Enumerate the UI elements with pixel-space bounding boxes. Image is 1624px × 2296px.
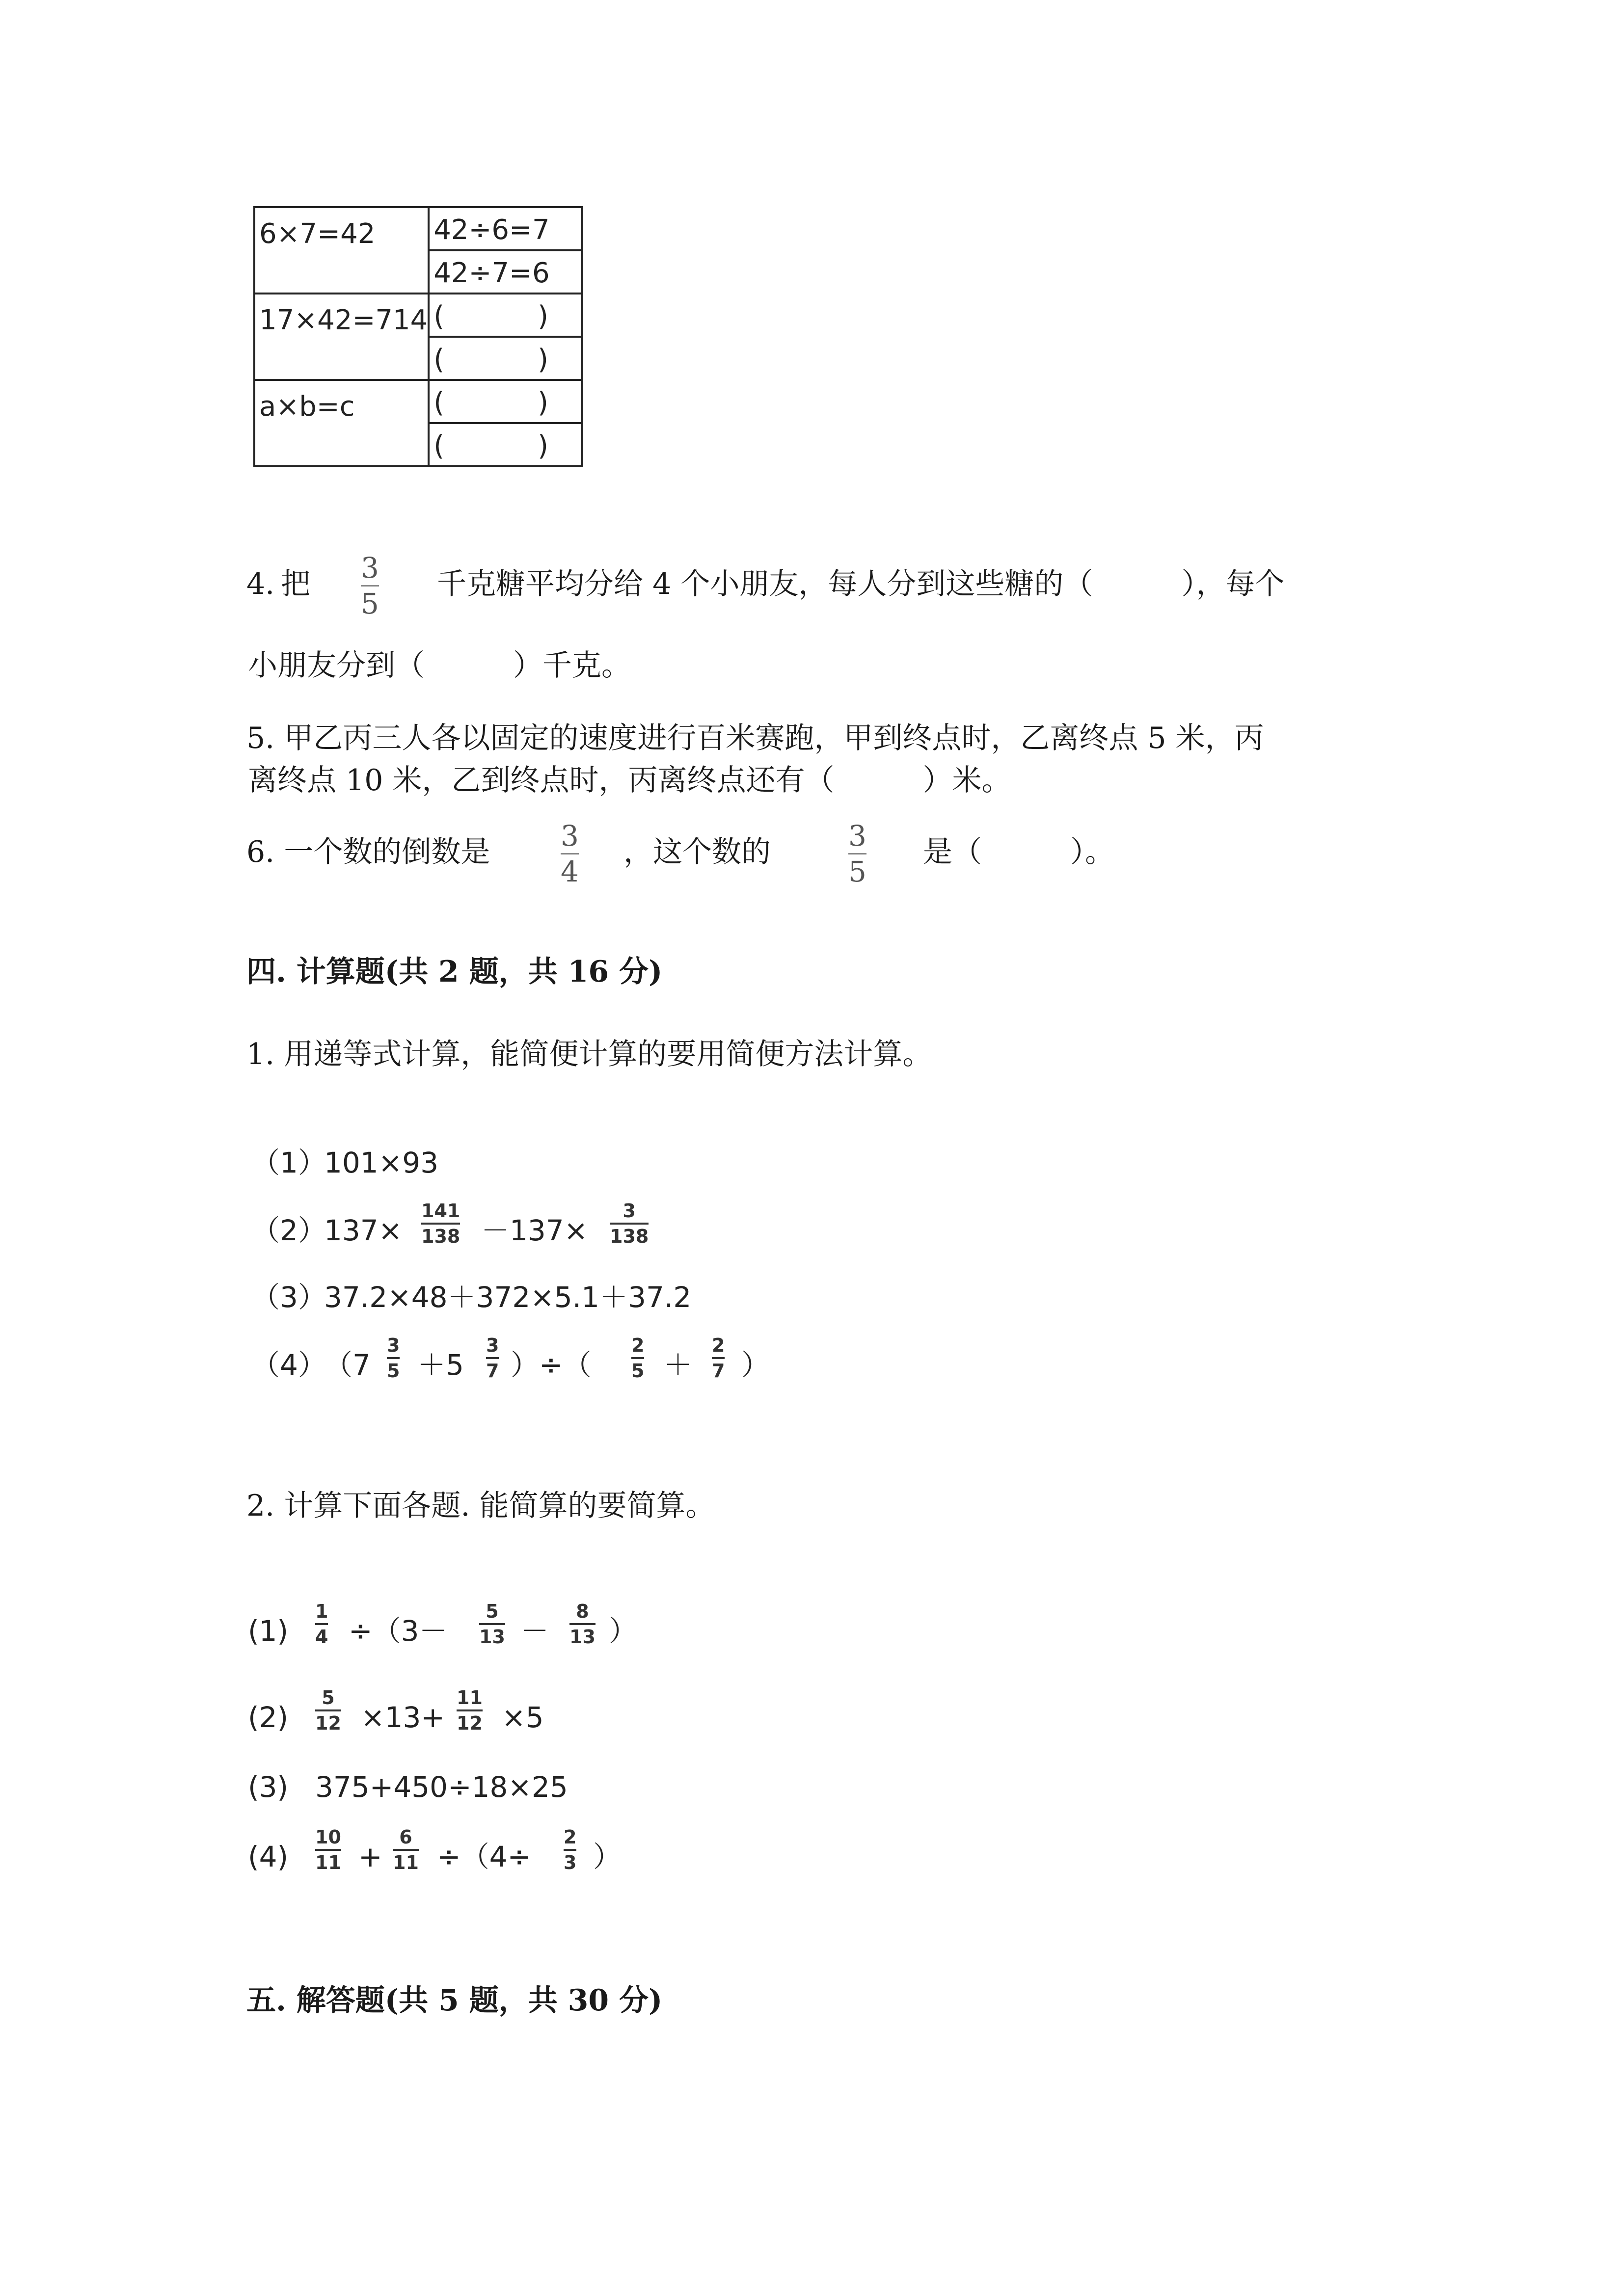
fraction — [848, 819, 866, 888]
fraction — [610, 1201, 649, 1246]
table-cell: 6×7=42 — [254, 207, 429, 294]
fraction — [631, 1336, 644, 1380]
expression: －137× — [481, 1214, 588, 1247]
denominator: 7 — [486, 1360, 499, 1382]
numerator: 3 — [387, 1335, 400, 1356]
numerator: 141 — [421, 1200, 460, 1222]
expression: ÷（3－ — [349, 1614, 448, 1648]
numerator: 5 — [486, 1601, 499, 1622]
expression: － — [520, 1614, 549, 1648]
expression: ） — [609, 1614, 638, 1648]
denominator: 5 — [387, 1360, 400, 1382]
denominator: 138 — [610, 1226, 649, 1247]
question-text: 把 — [281, 567, 310, 601]
fraction — [561, 819, 579, 888]
table-cell: 17×42=714 — [254, 294, 429, 380]
numerator: 3 — [486, 1335, 499, 1356]
item-label: （4） — [251, 1348, 326, 1382]
fraction — [569, 1602, 595, 1646]
denominator: 11 — [315, 1852, 341, 1873]
fraction — [486, 1336, 499, 1380]
close-paren: ) — [538, 344, 548, 375]
blank-cell — [429, 337, 582, 380]
fraction — [387, 1336, 400, 1380]
expression: ×5 — [502, 1701, 544, 1734]
denominator: 3 — [564, 1852, 577, 1873]
numerator: 3 — [848, 819, 866, 853]
fraction — [315, 1602, 328, 1646]
item-label: （3） — [251, 1281, 326, 1314]
table-cell: 42÷7=6 — [429, 250, 582, 294]
item-label: (2) — [248, 1701, 289, 1734]
item-label: （2） — [251, 1214, 326, 1247]
fraction — [457, 1688, 483, 1733]
fraction — [479, 1602, 505, 1646]
expression: + — [358, 1840, 382, 1873]
expression: ＋ — [664, 1348, 693, 1382]
relation-table — [253, 206, 583, 467]
expression: 101×93 — [324, 1146, 439, 1179]
fraction — [361, 551, 379, 620]
question-text: 千克糖平均分给 4 个小朋友，每人分到这些糖的（ ），每个 — [437, 567, 1285, 601]
fraction — [315, 1688, 341, 1733]
question-text: 是（ ）。 — [923, 835, 1114, 869]
blank-cell — [429, 380, 582, 423]
question-text: 1. 用递等式计算，能简便计算的要用简便方法计算。 — [246, 1037, 932, 1071]
denominator: 7 — [712, 1360, 725, 1382]
numerator: 1 — [315, 1601, 328, 1622]
numerator: 2 — [564, 1826, 577, 1848]
question-text: 2. 计算下面各题. 能简算的要简算。 — [246, 1489, 715, 1523]
question-text: 6. 一个数的倒数是 — [246, 835, 490, 869]
close-paren: ) — [538, 387, 548, 419]
denominator: 11 — [393, 1852, 419, 1873]
table-cell: a×b=c — [254, 380, 429, 466]
expression: ×13+ — [361, 1701, 445, 1734]
denominator: 5 — [848, 855, 866, 888]
question-text: 离终点 10 米，乙到终点时，丙离终点还有（ ）米。 — [248, 763, 1011, 798]
blank-cell — [429, 294, 582, 337]
numerator: 6 — [399, 1826, 412, 1848]
denominator: 4 — [561, 855, 579, 888]
denominator: 5 — [631, 1360, 645, 1382]
section-heading: 四. 计算题(共 2 题，共 16 分) — [246, 955, 663, 989]
denominator: 5 — [361, 587, 379, 620]
expression: ） — [593, 1840, 622, 1873]
item-label: (4) — [248, 1840, 289, 1873]
table-cell: 42÷6=7 — [429, 207, 582, 250]
numerator: 8 — [576, 1601, 589, 1622]
numerator: 11 — [457, 1687, 483, 1709]
section-heading: 五. 解答题(共 5 题，共 30 分) — [246, 1983, 663, 2018]
expression: 137× — [324, 1214, 403, 1247]
question-text: 5. 甲乙丙三人各以固定的速度进行百米赛跑，甲到终点时，乙离终点 5 米，丙 — [246, 721, 1264, 755]
expression: ÷（4÷ — [437, 1840, 532, 1873]
open-paren: ( — [433, 300, 445, 332]
denominator: 12 — [457, 1712, 483, 1734]
close-paren: ) — [538, 430, 548, 462]
close-paren: ) — [538, 300, 548, 332]
denominator: 13 — [569, 1626, 595, 1648]
denominator: 4 — [315, 1626, 328, 1648]
expression: ＋5 — [417, 1348, 464, 1382]
expression: 375+450÷18×25 — [315, 1770, 568, 1804]
item-label: (3) — [248, 1770, 289, 1804]
fraction — [393, 1828, 419, 1872]
question-text: 小朋友分到（ ）千克。 — [248, 648, 631, 683]
fraction — [712, 1336, 725, 1380]
expression: 37.2×48＋372×5.1＋37.2 — [324, 1281, 692, 1314]
expression: （7 — [324, 1348, 371, 1382]
expression: ）÷（ — [511, 1348, 592, 1382]
open-paren: ( — [433, 430, 445, 462]
fraction — [564, 1828, 576, 1872]
numerator: 5 — [322, 1687, 335, 1709]
open-paren: ( — [433, 387, 445, 419]
expression: ） — [741, 1348, 770, 1382]
item-label: （1） — [251, 1146, 326, 1179]
numerator: 3 — [623, 1200, 636, 1222]
denominator: 138 — [421, 1226, 460, 1247]
fraction — [421, 1201, 460, 1246]
fraction — [315, 1828, 341, 1872]
denominator: 13 — [479, 1626, 505, 1648]
open-paren: ( — [433, 344, 445, 375]
blank-cell — [429, 423, 582, 466]
question-text: ，这个数的 — [623, 835, 771, 869]
item-label: (1) — [248, 1614, 289, 1648]
numerator: 10 — [315, 1826, 341, 1848]
denominator: 12 — [315, 1712, 341, 1734]
numerator: 2 — [631, 1335, 645, 1356]
numerator: 3 — [361, 551, 379, 585]
numerator: 3 — [561, 819, 579, 853]
question-number: 4. — [246, 567, 275, 601]
numerator: 2 — [712, 1335, 725, 1356]
